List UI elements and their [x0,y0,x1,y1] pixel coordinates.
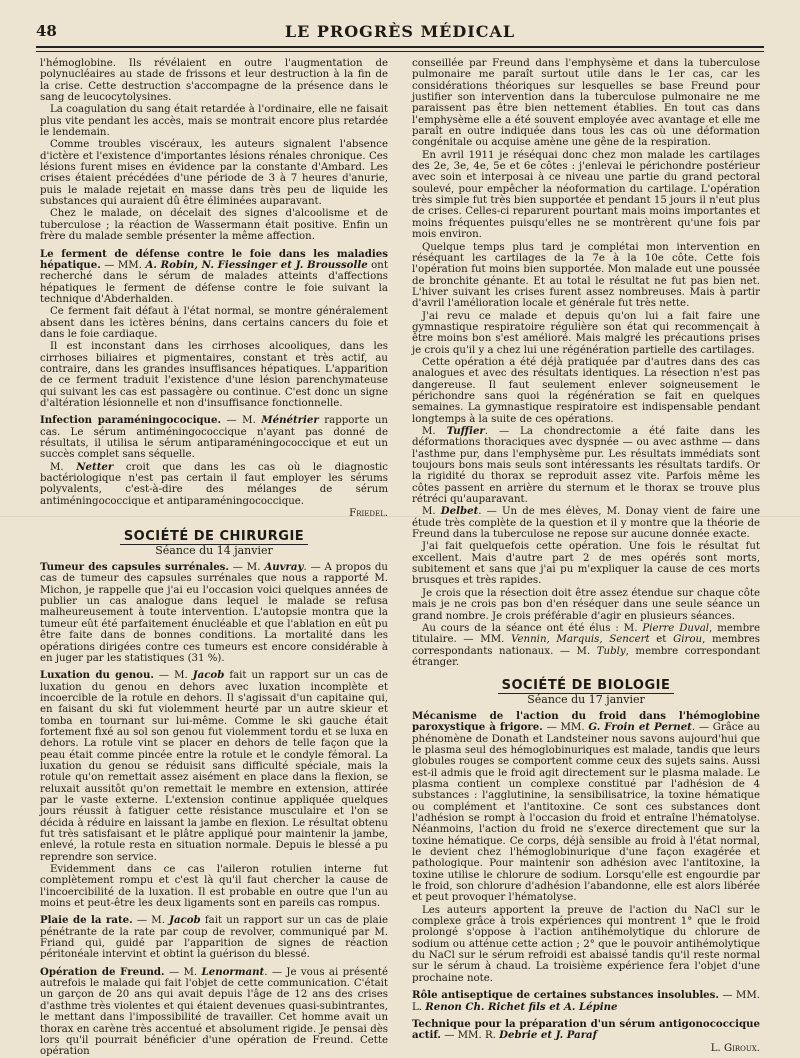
article-title: Infection paraméningococique. [40,414,221,427]
page-number: 48 [36,22,57,40]
article-froid-hemoglobine: Mécanisme de l'action du froid dans l'hémoglobine paroxystique à frigore. — MM. G. Froin et Pernet. — Grâce au phénomène de Donath et Landsteiner nous savons aujourd'hui que le plasma seul des hémoglobinuriques est malade, tandis que leurs globules rouges se comportent comme ceux des sujets sains. Aussi est-il admis que le froid agit directement sur le plasma malade. Le plasma contient un complexe constitué par l'adhésion de 4 substances : l'agglutinine, la sensibilisatrice, la toxine hématique ou complément et l'antitoxine. Ce sont ces substances dont l'adhésion se rompt à l'occasion du froid et entraîne l'hématolyse. Néanmoins, l'action du froid ne s'exerce directement que sur la toxine hématique. Ce corps, déjà sensible au froid à l'état normal, le devient chez l'hémoglobinurique d'une façon exagérée et pathologique. Pour maintenir son adhésion avec l'antitoxine, la toxine utilise le chlorure de sodium. Lorsqu'elle est engourdie par le froid, son chlorure d'adhésion l'abandonne, elle est alors libérée et peut provoquer l'hématolyse. [412,709,760,904]
article-plaie-rate: Plaie de la rate. — M. Jacob fait un rapport sur un cas de plaie pénétrante de la rate par coup de revolver, communiqué par M. Friand qui, guidé par l'apparition de signes de réaction péritonéale intervint et obtint la guérison du blessé. [40,914,388,961]
journal-title: LE PROGRÈS MÉDICAL [284,22,516,41]
article-authors: G. Froin et Pernet [588,721,692,734]
article-authors: Auvray [264,561,304,574]
right-column [412,58,761,1054]
article-title: Mécanisme de l'action du froid dans l'hémoglobine paroxystique à frigore. [412,709,760,734]
paragraph: J'ai fait quelquefois cette opération. Une fois le résultat fut excellent. Mais d'autre part 2 de mes opérés sont morts, subitement et sans que j'ai pu m'expliquer la cause de ces morts brusques et très rapides. [412,541,760,587]
article-title: Luxation du genou. [40,669,154,682]
paragraph: Chez le malade, on décelait des signes d'alcoolisme et de tuberculose ; la réaction de Wassermann était positive. Enfin un frère du malade semble présenter la même affection. [40,208,388,243]
paragraph: Au cours de la séance ont été élus : M. Pierre Duval, membre titulaire. — MM. Vennin, Marquis, Sencert et Girou, membres correspondants nationaux. — M. Tubly, membre correspondant étranger. [412,622,761,668]
article-role-antiseptique: Rôle antiseptique de certaines substances insolubles. — MM. L. Renon Ch. Richet fils et A. Lépine [412,989,760,1013]
article-paramening: Infection paraméningococique. — M. Ménétrier rapporte un cas. Le sérum antiméningococcique n'ayant pas donné de résultats, il utilisa le sérum antiparaméningococcique et eut un succès complet sans séquelle. [40,414,388,461]
paragraph: Comme troubles viscéraux, les auteurs signalent l'absence d'ictère et l'existence d'importantes lésions rénales chronique. Ces lésions furent mises en évidence par la constante d'Ambard. Les crises étaient précédées d'une période de 3 à 7 heures d'anurie, puis le malade rejetait en masse dans très peu de liquide les substances qui auraient dû être éliminées auparavant. [40,139,388,208]
paragraph: J'ai revu ce malade et depuis qu'on lui a fait faire une gymnastique respiratoire régulière son état qui recommençait à être moins bon s'est amélioré. Mais malgré les précautions prises je crois qu'il y a chez lui une régénération partielle des cartilages. [412,310,760,356]
article-title: Plaie de la rate. [40,914,133,927]
article-tumeur: Tumeur des capsules surrénales. — M. Auvray. — A propos du cas de tumeur des capsules surrénales que nous a rapporté M. Michon, je rappelle que j'ai eu l'occasion voici quelques années de publier un cas analogue dans lequel le malade se refusa malheureusement à toute intervention. L'autopsie montra que la tumeur eût été parfaitement énucléable et que l'ablation en eût pu être faite dans de bonnes conditions. La mortalité dans les opérations dirigées contre ces tumeurs est encore considérable à en juger par les statistiques (31 %). [40,561,388,664]
paragraph: La coagulation du sang était retardée à l'ordinaire, elle ne faisait plus vite pendant les accès, mais se montrait encore plus retardée le lendemain. [40,104,388,139]
signature: Friedel. [349,508,388,520]
page-fold-line [0,516,800,517]
paragraph: M. Delbet. — Un de mes élèves, M. Donay vient de faire une étude très complète de la question et il y montre que la théorie de Freund dans la tuberculose ne repose sur aucune donnée exacte. [412,505,760,541]
section-heading-biologie: SOCIÉTÉ DE BIOLOGIE [412,680,760,691]
paragraph: Je crois que la résection doit être assez étendue sur chaque côte mais je ne crois pas bon d'en réséquer dans une seule séance un grand nombre. Je crois préférable d'agir en plusieurs séances. [412,587,760,622]
article-authors: Lenormant [201,965,265,978]
paragraph: Cette opération a été déjà pratiquée par d'autres dans des cas analogues et avec des résultats identiques. La résection n'est pas dangereuse. Il faut seulement enlever soigneusement le périchondre sans quoi la régénération se fait en quelques semaines. La gymnastique respiratoire est indispensable pendant longtemps à la suite de ces opérations. [412,356,760,425]
article-authors: Ménétrier [261,414,319,427]
section-date: Séance du 14 janvier [155,543,273,557]
article-luxation: Luxation du genou. — M. Jacob fait un rapport sur un cas de luxation du genou en dehors avec luxation incomplète et incoercible de la rotule en dehors. Il s'agissait d'un capitaine qui, en faisant du ski fut violemment heurté par un autre skieur et tomba en tournant sur lui-même. Comme le ski gauche était fortement fixé au sol son genou fut violemment tordu et se luxa en dehors. La rotule vint se placer en dehors de telle façon que la peau était comme pincée entre la rotule et le condyle fémoral. La luxation du genou se réduisit sans difficulté spéciale, mais la rotule qu'on remettait assez aisément en place dans la flexion, se reluxait aussitôt qu'on remettait le membre en extension, attirée par le vaste externe. L'extension continue appliquée quelques jours réussit à fatiguer cette résistance musculaire et l'on se décida à réduire en laissant la jambe en flexion. Le résultat obtenu fut très satisfaisant et le plâtre appliqué pour maintenir la jambe, enlevé, la rotule resta en situation normale. Depuis le blessé a pu reprendre son service. [40,669,389,863]
paragraph: M. Tuffier. — La chondrectomie a été faite dans les déformations thoraciques avec dyspnée — ou avec asthme — dans l'asthme pur, dans l'emphysème pur. Les résultats immédiats sont toujours bons mais seuls sont intéressants les résultats tardifs. Or la rigidité du thorax se reproduit assez vite. Parfois même les côtes passent en arrière du sternum et le thorax se trouve plus rétréci qu'auparavant. [412,425,760,506]
paragraph: Evidemment dans ce cas l'aileron rotulien interne fut complètement rompu et c'est là qu'il faut chercher la cause de l'incoercibilité de la luxation. Il est probable en outre que l'un au moins et peut-être les deux ligaments sont en pareils cas rompus. [40,864,388,910]
page-header [36,22,764,44]
article-title: Technique pour la préparation d'un sérum antigonococcique actif. [412,1017,760,1042]
article-title: Tumeur des capsules surrénales. [40,561,229,574]
section-date: Séance du 17 janvier [527,692,645,706]
header-rule [36,46,764,52]
left-column [40,58,389,1058]
article-authors: Renon Ch. Richet fils et A. Lépine [425,1000,618,1013]
paragraph: En avril 1911 je réséquai donc chez mon malade les cartilages des 2e, 3e, 4e, 5e et 6e côtes : j'enlevai le périchondre postérieur avec soin et interposai à ce niveau une partie du grand pectoral soulevé, pour empêcher la néoformation du cartilage. L'opération très simple fut très bien supportée et pendant 15 jours il n'eut plus de crises. Celles-ci reparurent pourtant mais moins importantes et moins fréquentes puisqu'elles ne se montrèrent qu'une fois par mois environ. [412,149,760,241]
paragraph: Quelque temps plus tard je complétai mon intervention en réséquant les cartilages de la 7e à la 10e côte. Cette fois l'opération fut moins bien supportée. Mon malade eut une poussée de bronchite génante. Et au total le résultat ne fut pas bien net. L'hiver suivant les crises furent assez nombreuses. Mais à partir d'avril l'amélioration locale et générale fut très nette. [412,241,760,310]
article-authors: Jacob [192,669,225,682]
paragraph: l'hémoglobine. Ils révélaient en outre l'augmentation de polynucléaires au stade de frissons et leur destruction à la fin de la crise. Cette destruction s'accompagne de la présence dans le sang de leucocytolysines. [40,58,388,104]
paragraph: Il est inconstant dans les cirrhoses alcooliques, dans les cirrhoses biliaires et pigmentaires, constant et très actif, au contraire, dans les grandes insuffisances hépatiques. L'apparition de ce ferment traduit l'existence d'une lésion parenchymateuse qui suivant les cas est passagère ou continue. C'est donc un signe d'altération lésionnelle et non d'insuffisance fonctionnelle. [40,341,388,409]
article-title: Le ferment de défense contre le foie dans les maladies hépatique. [40,247,388,271]
signature: L. Giroux. [710,1042,760,1054]
article-title: Rôle antiseptique de certaines substances insolubles. [412,989,719,1002]
paragraph: Ce ferment fait défaut à l'état normal, se montre généralement absent dans les ictères bénins, dans certains cancers du foie et dans le foie cardiaque. [40,306,388,340]
article-authors: A. Robin, N. Fiessinger et J. Broussolle [145,258,368,271]
paragraph: M. Netter croit que dans les cas où le diagnostic bactériologique n'est pas certain il faut employer les sérums polyvalents, c'est-à-dire des mélanges de sérum antiméningococcique et antiparaméningococcique. [40,460,388,507]
article-ferment-defense: Le ferment de défense contre le foie dans les maladies hépatique. — MM. A. Robin, N. Fiessinger et J. Broussolle ont recherché dans le sérum de malades atteints d'affections hépatiques le ferment de défense contre le foie suivant la technique d'Abderhalden. [40,247,388,305]
article-title: Opération de Freund. [40,965,165,978]
article-authors: Debrie et J. Paraf [499,1029,598,1042]
article-authors: Jacob [169,914,201,927]
paragraph: conseillée par Freund dans l'emphysème et dans la tuberculose pulmonaire me paraît surtout utile dans le 1er cas, car les considérations théoriques sur lesquelles se base Freund pour justifier son intervention dans la tuberculose pulmonaire ne me paraissent pas être bien nettement établies. En tout cas dans l'emphysème elle a été souvent employée avec avantage et elle me paraît en outre indiquée dans tous les cas où une déformation congénitale ou acquise amène une gêne de la respiration. [412,58,760,149]
article-freund: Opération de Freund. — M. Lenormant. — Je vous ai présenté autrefois le malade qui fait l'objet de cette communication. C'était un garçon de 20 ans qui avait depuis l'âge de 12 ans des crises d'asthme très violentes et qui étaient devenues quasi-subintrantes, le mettant dans l'impossibilité de travailler. Cet homme avait un thorax en carène très accentué et absolument rigide. Je pensai dès lors qu'il pourrait bénéficier d'une opération de Freund. Cette opération [40,965,388,1058]
section-heading-chirurgie: SOCIÉTÉ DE CHIRURGIE [40,531,388,542]
article-technique-serum: Technique pour la préparation d'un sérum antigonococcique actif. — MM. R. Debrie et J. Paraf [412,1017,760,1042]
paragraph: Les auteurs apportent la preuve de l'action du NaCl sur le complexe grâce à trois expériences qui montrent 1° que le froid prolongé s'oppose à l'action antihémolytique du chlorure de sodium ou atténue cette action ; 2° que le pouvoir antihémolytique du NaCl sur le sérum refroidi est abaissé tandis qu'il reste normal sur le sérum à chaud. La troisième expérience fera l'objet d'une prochaine note. [412,904,760,984]
